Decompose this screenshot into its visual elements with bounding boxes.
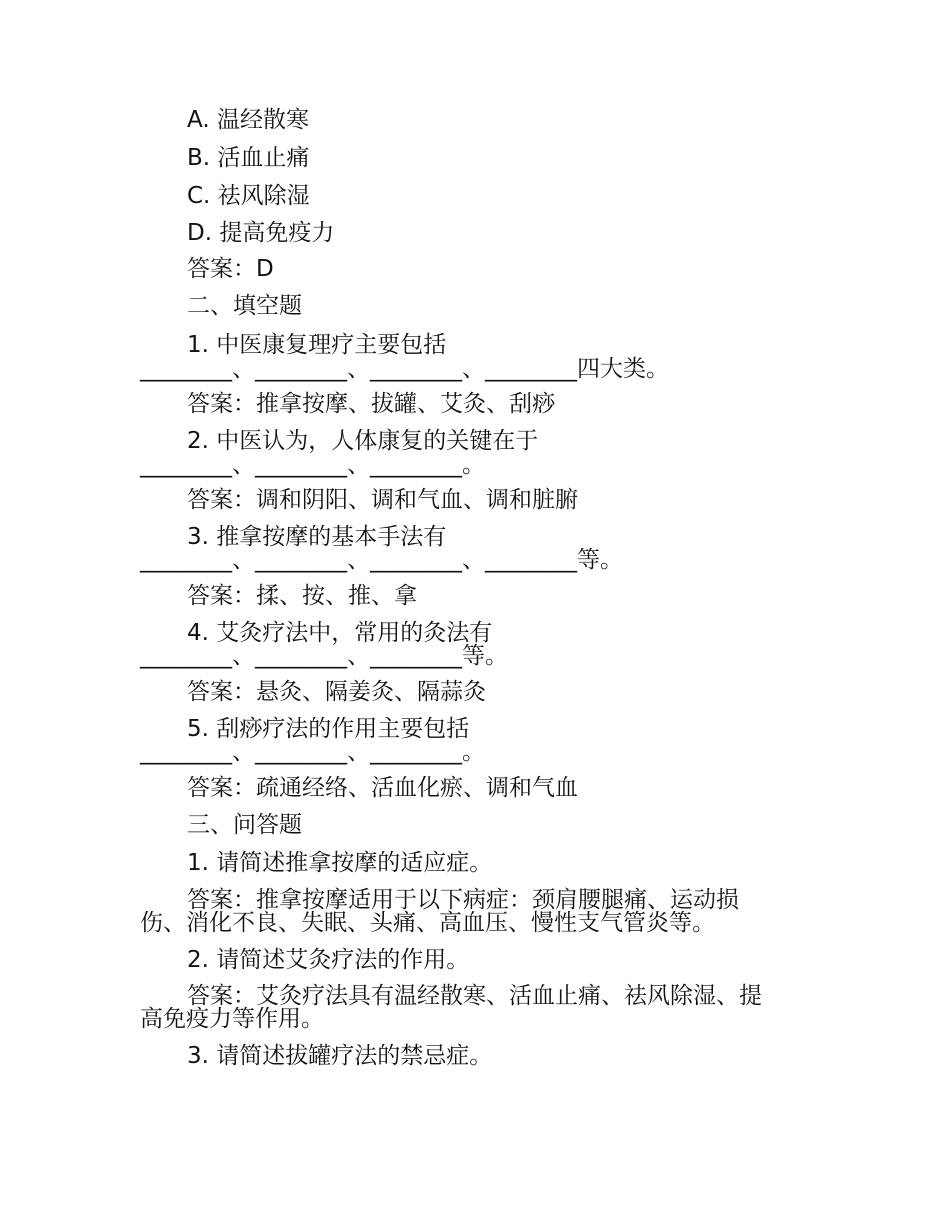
qa-question-2: 2. 请简述艾灸疗法的作用。	[187, 947, 470, 973]
answer-1: 答案：推拿按摩、拔罐、艾灸、刮痧	[187, 391, 555, 417]
qa-answer-1-cont: 伤、消化不良、失眠、头痛、高血压、慢性支气管炎等。	[140, 910, 715, 936]
blank-line-2: ________、________、________。	[140, 452, 485, 478]
question-2: 2. 中医认为，人体康复的关键在于	[187, 428, 539, 454]
answer-5: 答案：疏通经络、活血化瘀、调和气血	[187, 775, 578, 801]
answer-4: 答案：悬灸、隔姜灸、隔蒜灸	[187, 679, 486, 705]
answer-3: 答案：揉、按、推、拿	[187, 583, 417, 609]
qa-answer-2-cont: 高免疫力等作用。	[140, 1006, 324, 1032]
qa-answer-2: 答案：艾灸疗法具有温经散寒、活血止痛、祛风除湿、提	[187, 983, 762, 1009]
option-b: B. 活血止痛	[187, 145, 310, 171]
blank-line-3: ________、________、________、________等。	[140, 547, 623, 573]
option-a: A. 温经散寒	[187, 107, 309, 133]
section-heading-fill-blank: 二、填空题	[187, 293, 302, 319]
section-heading-qa: 三、问答题	[187, 812, 302, 838]
question-1: 1. 中医康复理疗主要包括	[187, 332, 447, 358]
qa-question-1: 1. 请简述推拿按摩的适应症。	[187, 850, 493, 876]
blank-line-4: ________、________、________等。	[140, 643, 508, 669]
qa-answer-1: 答案：推拿按摩适用于以下病症：颈肩腰腿痛、运动损	[187, 887, 739, 913]
question-5: 5. 刮痧疗法的作用主要包括	[187, 716, 470, 742]
blank-line-5: ________、________、________。	[140, 739, 485, 765]
option-c: C. 祛风除湿	[187, 183, 310, 209]
question-3: 3. 推拿按摩的基本手法有	[187, 524, 447, 550]
qa-question-3: 3. 请简述拔罐疗法的禁忌症。	[187, 1043, 493, 1069]
answer-line: 答案：D	[187, 256, 274, 282]
answer-2: 答案：调和阴阳、调和气血、调和脏腑	[187, 487, 578, 513]
question-4: 4. 艾灸疗法中，常用的灸法有	[187, 620, 493, 646]
option-d: D. 提高免疫力	[187, 220, 335, 246]
blank-line-1: ________、________、________、________四大类。	[140, 356, 669, 382]
